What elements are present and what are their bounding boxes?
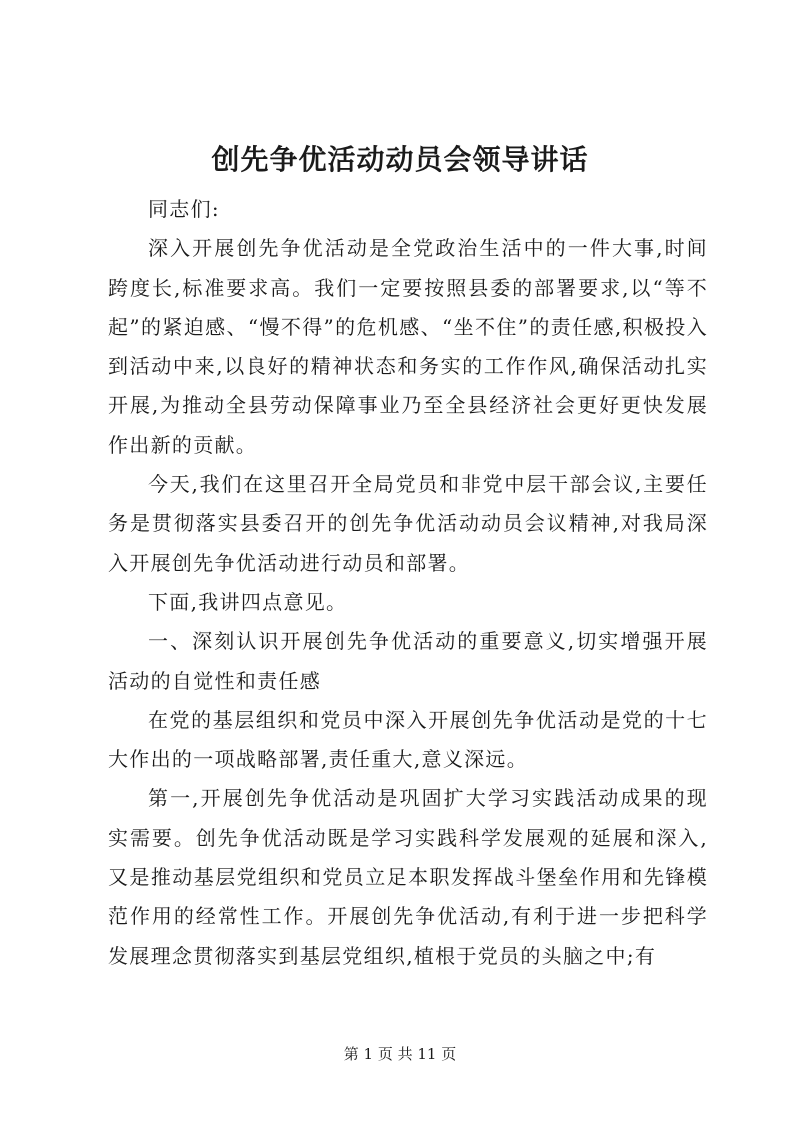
paragraph-salutation: 同志们:: [148, 197, 220, 221]
paragraph: 今天,我们在这里召开全局党员和非党中层干部会议,主要任务是贯彻落实县委召开的创先争优活动动员会议精神,对我局深入开展创先争优活动进行动员和部署。: [108, 472, 708, 575]
document-body: [108, 190, 708, 976]
paragraph: 下面,我讲四点意见。: [148, 589, 348, 614]
section-heading: 一、深刻认识开展创先争优活动的重要意义,切实增强开展活动的自觉性和责任感: [108, 629, 708, 693]
paragraph: 深入开展创先争优活动是全党政治生活中的一件大事,时间跨度长,标准要求高。我们一定要按照县委的部署要求,以“等不起”的紧迫感、“慢不得”的危机感、“坐不住”的责任感,积极投入到活动中来,以良好的精神状态和务实的工作作风,确保活动扎实开展,为推动全县劳动保障事业乃至全县经济社会更好更快发展作出新的贡献。: [108, 236, 708, 457]
paragraph: 在党的基层组织和党员中深入开展创先争优活动是党的十七大作出的一项战略部署,责任重大,意义深远。: [108, 707, 708, 772]
document-title: 创先争优活动动员会领导讲话: [211, 143, 589, 176]
page-number-footer: 第 1 页 共 11 页: [343, 1045, 457, 1063]
paragraph: 第一,开展创先争优活动是巩固扩大学习实践活动成果的现实需要。创先争优活动既是学习实践科学发展观的延展和深入,又是推动基层党组织和党员立足本职发挥战斗堡垒作用和先锋模范作用的经常性工作。开展创先争优活动,有利于进一步把科学发展理念贯彻落实到基层党组织,植根于党员的头脑之中;有: [108, 786, 708, 968]
